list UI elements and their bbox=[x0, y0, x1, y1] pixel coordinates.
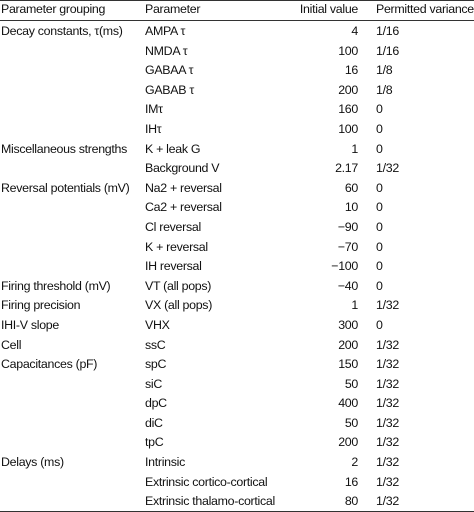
row-initial-value: 4 bbox=[351, 24, 358, 38]
header-initial-value: Initial value bbox=[299, 2, 358, 16]
row-parameter: ssC bbox=[145, 337, 166, 352]
row-group: Cell bbox=[1, 337, 22, 352]
row-parameter: Extrinsic cortico-cortical bbox=[145, 474, 268, 489]
row-variance: 0 bbox=[376, 317, 383, 332]
row-variance: 1/32 bbox=[376, 396, 399, 411]
table-row bbox=[0, 81, 474, 101]
row-initial-value: 50 bbox=[344, 415, 358, 430]
row-initial-value: 1 bbox=[351, 298, 358, 313]
row-initial-value: 200 bbox=[338, 82, 358, 97]
row-variance: 0 bbox=[376, 259, 383, 274]
row-initial-value: 50 bbox=[344, 376, 358, 391]
row-parameter: Ca2 + reversal bbox=[145, 200, 222, 215]
row-parameter: K + reversal bbox=[145, 239, 208, 254]
row-parameter: IHτ bbox=[145, 121, 162, 136]
table-row bbox=[0, 61, 474, 81]
row-variance: 1/16 bbox=[376, 43, 399, 58]
table-row bbox=[0, 42, 474, 62]
row-variance: 1/8 bbox=[376, 63, 393, 78]
table-row bbox=[0, 179, 474, 199]
row-initial-value: −100 bbox=[331, 259, 358, 274]
row-variance: 1/16 bbox=[376, 24, 399, 38]
header-parameter-grouping: Parameter grouping bbox=[1, 2, 106, 16]
row-variance: 0 bbox=[376, 239, 383, 254]
row-variance: 1/32 bbox=[376, 298, 399, 313]
row-variance: 0 bbox=[376, 219, 383, 234]
row-initial-value: 200 bbox=[338, 435, 358, 450]
table-row bbox=[0, 453, 474, 473]
table-row bbox=[0, 238, 474, 258]
row-initial-value: 2.17 bbox=[335, 161, 358, 176]
row-variance: 1/32 bbox=[376, 357, 399, 372]
table-row bbox=[0, 316, 474, 336]
header-parameter: Parameter bbox=[145, 2, 201, 16]
row-variance: 0 bbox=[376, 180, 383, 195]
row-initial-value: 16 bbox=[344, 474, 358, 489]
row-parameter: VHX bbox=[145, 317, 170, 332]
row-group: Reversal potentials (mV) bbox=[1, 180, 130, 195]
table-row bbox=[0, 159, 474, 179]
row-parameter: VT (all pops) bbox=[145, 278, 212, 293]
row-variance: 0 bbox=[376, 102, 383, 117]
table-row bbox=[0, 473, 474, 493]
row-variance: 1/32 bbox=[376, 474, 399, 489]
header-rule bbox=[0, 20, 474, 21]
table-row bbox=[0, 355, 474, 375]
row-initial-value: 200 bbox=[338, 337, 358, 352]
row-parameter: Na2 + reversal bbox=[145, 180, 222, 195]
row-initial-value: 400 bbox=[338, 396, 358, 411]
row-parameter: Intrinsic bbox=[145, 455, 185, 470]
row-parameter: diC bbox=[145, 415, 163, 430]
row-parameter: IMτ bbox=[145, 102, 163, 117]
row-initial-value: 150 bbox=[338, 357, 358, 372]
row-parameter: Cl reversal bbox=[145, 219, 201, 234]
row-parameter: tpC bbox=[145, 435, 164, 450]
row-parameter: AMPA τ bbox=[145, 24, 186, 38]
row-initial-value: 16 bbox=[344, 63, 358, 78]
row-variance: 0 bbox=[376, 278, 383, 293]
row-variance: 0 bbox=[376, 200, 383, 215]
row-variance: 1/32 bbox=[376, 337, 399, 352]
table-body bbox=[0, 22, 474, 512]
row-parameter: dpC bbox=[145, 396, 167, 411]
table-row bbox=[0, 277, 474, 297]
row-group: Capacitances (pF) bbox=[1, 357, 98, 372]
row-parameter: Extrinsic thalamo-cortical bbox=[145, 494, 275, 509]
table-row bbox=[0, 296, 474, 316]
row-variance: 1/32 bbox=[376, 161, 399, 176]
table-row bbox=[0, 218, 474, 238]
table-row bbox=[0, 198, 474, 218]
row-parameter: NMDA τ bbox=[145, 43, 188, 58]
row-parameter: Background V bbox=[145, 161, 220, 176]
row-parameter: VX (all pops) bbox=[145, 298, 213, 313]
row-initial-value: 100 bbox=[338, 121, 358, 136]
row-parameter: GABAB τ bbox=[145, 82, 194, 97]
table-row bbox=[0, 100, 474, 120]
table-row bbox=[0, 394, 474, 414]
row-initial-value: −70 bbox=[337, 239, 358, 254]
row-group: Delays (ms) bbox=[1, 455, 64, 470]
table-row bbox=[0, 22, 474, 42]
top-rule bbox=[0, 0, 474, 1]
row-group: Miscellaneous strengths bbox=[1, 141, 128, 156]
table-row bbox=[0, 336, 474, 356]
table-row bbox=[0, 492, 474, 512]
row-variance: 1/32 bbox=[376, 494, 399, 509]
row-group: IHI-V slope bbox=[1, 317, 59, 332]
row-group: Firing threshold (mV) bbox=[1, 278, 111, 293]
row-parameter: K + leak G bbox=[145, 141, 201, 156]
row-initial-value: 100 bbox=[338, 43, 358, 58]
row-initial-value: −40 bbox=[337, 278, 358, 293]
header-permitted-variance: Permitted variance bbox=[376, 2, 474, 16]
row-variance: 1/32 bbox=[376, 415, 399, 430]
row-parameter: IH reversal bbox=[145, 259, 202, 274]
row-initial-value: 10 bbox=[344, 200, 358, 215]
row-initial-value: 160 bbox=[338, 102, 358, 117]
row-variance: 0 bbox=[376, 121, 383, 136]
table-row bbox=[0, 375, 474, 395]
row-initial-value: 80 bbox=[344, 494, 358, 509]
row-variance: 0 bbox=[376, 141, 383, 156]
table-row bbox=[0, 257, 474, 277]
row-variance: 1/32 bbox=[376, 455, 399, 470]
table-header bbox=[0, 0, 474, 20]
row-initial-value: 1 bbox=[351, 141, 358, 156]
table-row bbox=[0, 140, 474, 160]
row-variance: 1/32 bbox=[376, 435, 399, 450]
row-parameter: siC bbox=[145, 376, 162, 391]
row-group: Firing precision bbox=[1, 298, 81, 313]
row-initial-value: 2 bbox=[351, 455, 358, 470]
table-row bbox=[0, 433, 474, 453]
row-parameter: spC bbox=[145, 357, 167, 372]
row-group: Decay constants, τ(ms) bbox=[1, 24, 123, 38]
table-row bbox=[0, 120, 474, 140]
row-parameter: GABAA τ bbox=[145, 63, 194, 78]
row-variance: 1/32 bbox=[376, 376, 399, 391]
row-initial-value: 60 bbox=[344, 180, 358, 195]
row-initial-value: −90 bbox=[337, 219, 358, 234]
row-variance: 1/8 bbox=[376, 82, 393, 97]
table-row bbox=[0, 414, 474, 434]
row-initial-value: 300 bbox=[338, 317, 358, 332]
